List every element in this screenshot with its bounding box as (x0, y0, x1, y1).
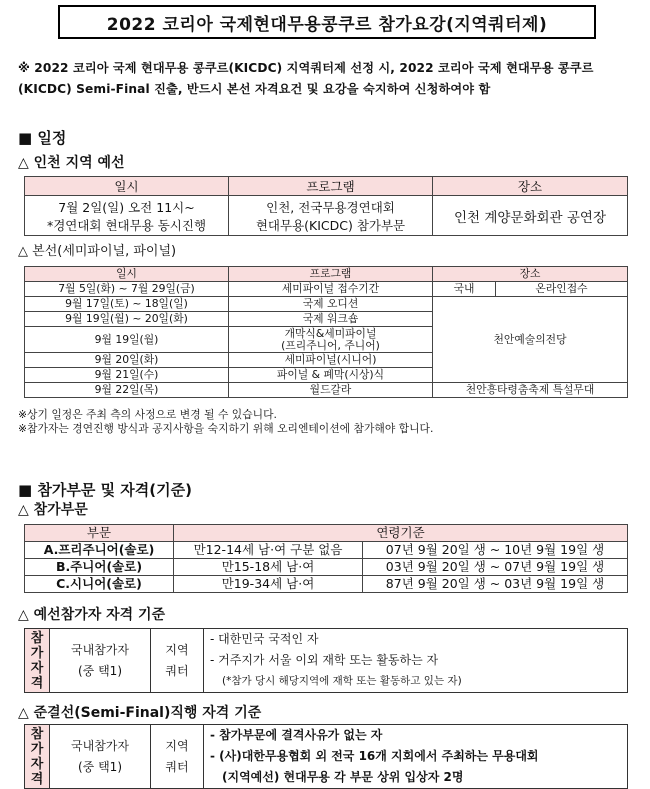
table-row: C.시니어(솔로) (25, 576, 174, 593)
venue-main: 천안예술의전당 (433, 297, 628, 383)
schedule-heading: ■ 일정 (18, 129, 67, 147)
header-program: 프로그램 (229, 177, 433, 196)
header-venue: 장소 (433, 177, 628, 196)
table-row: 9월 21일(수) (25, 368, 229, 383)
page-title: 2022 코리아 국제현대무용콩쿠르 참가요강(지역쿼터제) (58, 5, 596, 39)
prelim-qualification-table (24, 628, 628, 693)
semi-criteria: - 참가부문에 결격사유가 없는 자 - (사)대한무용협회 외 전국 16개 지회에서 주최하는 무용대회 (지역예선) 현대무용 각 부문 상위 입상자 2명 (204, 725, 628, 789)
table-row: 9월 17일(토) ~ 18일(일) (25, 297, 229, 312)
semi-qualification-table (24, 724, 628, 789)
incheon-venue: 인천 계양문화회관 공연장 (433, 196, 628, 236)
category-heading: △ 참가부문 (18, 502, 88, 518)
semi-vertical-label: 참가자격 (25, 725, 50, 789)
incheon-program: 인천, 전국무용경연대회 현대무용(KICDC) 참가부문 (229, 196, 433, 236)
table-row: 7월 5일(화) ~ 7월 29일(금) (25, 282, 229, 297)
prelim-vertical-label: 참가자격 (25, 629, 50, 693)
prelim-type: 지역 쿼터 (151, 629, 204, 693)
semi-type: 지역 쿼터 (151, 725, 204, 789)
table-row: 9월 20일(화) (25, 353, 229, 368)
incheon-heading: △ 인천 지역 예선 (18, 155, 125, 171)
semi-who: 국내참가자 (중 택1) (50, 725, 151, 789)
semi-heading: △ 준결선(Semi-Final)직행 자격 기준 (18, 705, 262, 721)
table-row: 9월 19일(월) (25, 327, 229, 353)
prelim-heading: △ 예선참가자 자격 기준 (18, 607, 166, 623)
schedule-notes: ※상기 일정은 주최 측의 사정으로 변경 될 수 있습니다. ※참가자는 경연진행 방식과 공지사항을 숙지하기 위해 오리엔테이션에 참가해야 합니다. (18, 408, 434, 435)
table-row: B.주니어(솔로) (25, 559, 174, 576)
incheon-schedule-table (24, 176, 628, 236)
eligibility-heading: ■ 참가부문 및 자격(기준) (18, 481, 192, 499)
table-row: A.프리주니어(솔로) (25, 542, 174, 559)
table-row: 9월 22일(목) (25, 383, 229, 398)
venue-gala: 천안흥타령춤축제 특설무대 (433, 383, 628, 398)
main-schedule-table: 일시 프로그램 장소 7월 5일(화) ~ 7월 29일(금) 세미파이널 접수기간 국내 온라인접수 9월 17일(토) ~ 18일(일) 국제 오디션 천안예술의전당 9월 19일(월) ~ 20일(화) 국제 워크숍 9월 19일(월) 개막식&세미파이널 (프리주니어, 주니어) 9월 20일(화) 세미파이널(시니어) 9월 21일(수) 파이널 & 폐막(시상)식 9월 22일(목) 월드갈라 천안흥타령춤축제 특설무대 (24, 266, 628, 398)
notice-text: ※ 2022 코리아 국제 현대무용 콩쿠르(KICDC) 지역쿼터제 선정 시, 2022 코리아 국제 현대무용 콩쿠르(KICDC) Semi-Final 진출, 반드시 본선 자격요건 및 요강을 숙지하여 신청하여야 함 (18, 61, 594, 96)
category-table: 부문 연령기준 A.프리주니어(솔로) 만12-14세 남·여 구분 없음 07년 9월 20일 생 ~ 10년 9월 19일 생 B.주니어(솔로) 만15-18세 남·여 03년 9월 20일 생 ~ 07년 9월 19일 생 C.시니어(솔로) 만19-34세 남·여 87년 9월 20일 생 ~ 03년 9월 19일 생 (24, 524, 628, 593)
main-heading: △ 본선(세미파이널, 파이널) (18, 244, 177, 259)
header-datetime: 일시 (25, 177, 229, 196)
incheon-datetime: 7월 2일(일) 오전 11시~ *경연대회 현대무용 동시진행 (25, 196, 229, 236)
prelim-criteria: - 대한민국 국적인 자 - 거주지가 서울 이외 재학 또는 활동하는 자 (*참가 당시 해당지역에 재학 또는 활동하고 있는 자) (204, 629, 628, 693)
prelim-who: 국내참가자 (중 택1) (50, 629, 151, 693)
table-row: 9월 19일(월) ~ 20일(화) (25, 312, 229, 327)
